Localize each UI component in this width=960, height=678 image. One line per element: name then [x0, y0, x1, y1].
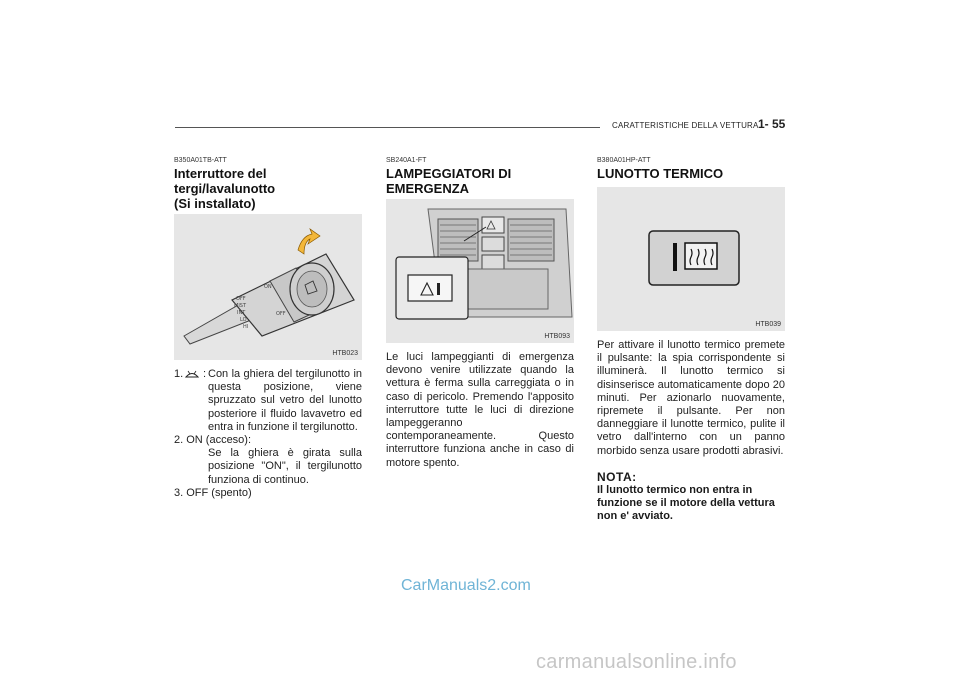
- section-code: SB240A1-FT: [386, 157, 427, 164]
- heading-line: (Si installato): [174, 196, 256, 211]
- wiper-switch-figure: [174, 214, 362, 360]
- column-rear-wiper: [174, 156, 362, 500]
- watermark-text: carmanualsonline.info: [536, 651, 737, 673]
- figure-label: HTB093: [544, 333, 570, 340]
- section-code: B350A01TB-ATT: [174, 157, 227, 164]
- item-text: Con la ghiera del tergilunotto in questa posizione, viene spruzzato sul vetro del lunotto posteriore il fluido lavavetro ed entra in funzione il tergilunotto.: [208, 368, 362, 433]
- defroster-switch-figure: [597, 187, 785, 331]
- switch-mark: LO: [240, 317, 247, 323]
- list-item-washer: [174, 368, 362, 434]
- switch-mark: OFF: [236, 296, 246, 302]
- switch-mark: MIST: [234, 303, 247, 309]
- column-hazard: [386, 156, 574, 470]
- section-heading: [386, 166, 574, 196]
- defroster-button-illustration: [597, 187, 785, 331]
- item-colon: :: [203, 368, 207, 380]
- figure-label: HTB023: [332, 350, 358, 357]
- header-rule: [175, 127, 600, 128]
- note-body: Il lunotto termico non entra in funzione se il motore della vettura non e' avviato.: [597, 483, 775, 523]
- rotate-arrow-icon: [298, 229, 320, 254]
- washer-spray-icon: [184, 370, 200, 379]
- wiper-stalk-illustration: [174, 214, 362, 360]
- section-code: B380A01HP-ATT: [597, 157, 651, 164]
- item-number: 1.: [174, 368, 184, 380]
- column-rear-defroster: [597, 156, 785, 523]
- section-heading: [174, 166, 362, 211]
- list-item-on: [174, 434, 362, 487]
- switch-mark: ON: [264, 284, 272, 290]
- watermark-link[interactable]: CarManuals2.com: [401, 577, 531, 594]
- section-title: CARATTERISTICHE DELLA VETTURA: [612, 121, 759, 130]
- item-heading: 2. ON (acceso):: [174, 434, 252, 447]
- dashboard-illustration: [386, 199, 574, 343]
- item-text: Se la ghiera è girata sulla posizione "ON", il tergilunotto funziona di continuo.: [208, 447, 362, 486]
- hazard-description: Le luci lampeggianti di emergenza devono venire utilizzate quando la vettura è ferma sulla carreggiata o in caso di pericolo. Premendo l'apposito interruttore tutte le luci di direzione lampeggeranno contemporaneamente. Questo interruttore funziona anche in caso di motore spento.: [386, 351, 574, 469]
- defroster-description: Per attivare il lunotto termico premete il pulsante: la spia corrispondente si illuminerà. Il lunotto termico si disinserisce automaticamente dopo 20 minuti. Per azionarlo nuovamente, ripremete il pulsante. Per non danneggiare il lunotte termico, pulite il vetro dall'interno con un panno morbido senza usare prodotti abrasivi.: [597, 339, 785, 457]
- switch-mark: INT: [237, 310, 246, 316]
- list-item-off: 3. OFF (spento): [174, 486, 252, 499]
- page-number: 1- 55: [758, 117, 786, 131]
- section-heading: LUNOTTO TERMICO: [597, 166, 724, 181]
- heading-line: Interruttore del tergi/lavalunotto: [174, 166, 276, 196]
- note-heading: NOTA:: [597, 469, 637, 484]
- switch-mark: OFF: [276, 311, 286, 317]
- heading-line: LAMPEGGIATORI DI: [386, 166, 512, 181]
- heading-line: EMERGENZA: [386, 181, 470, 196]
- hazard-switch-figure: [386, 199, 574, 343]
- switch-mark: HI: [243, 324, 249, 330]
- figure-label: HTB039: [755, 321, 781, 328]
